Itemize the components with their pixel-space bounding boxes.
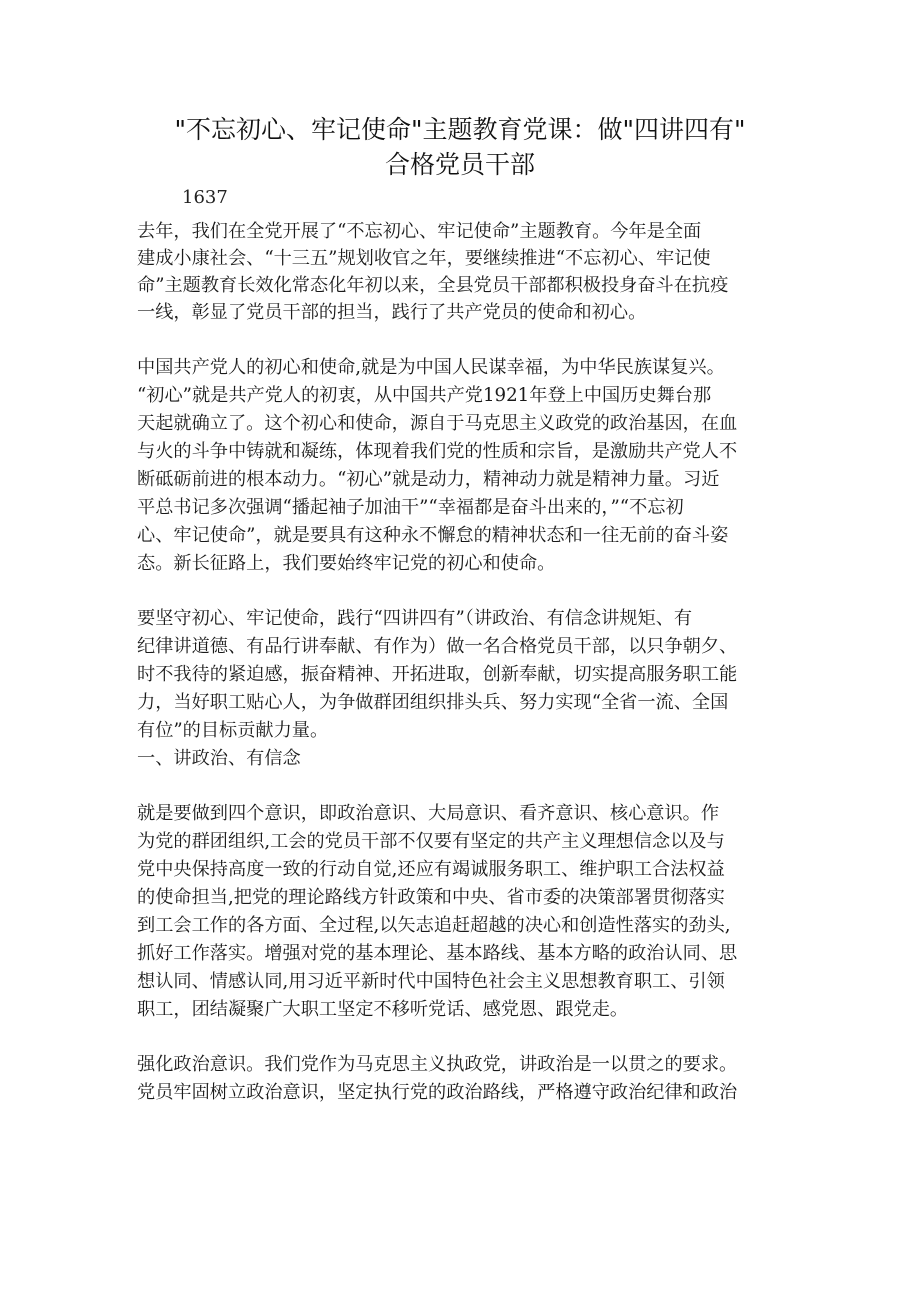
body-line: 为党的群团组织,工会的党员干部不仅要有坚定的共产主义理想信念以及与 bbox=[137, 831, 725, 852]
body-line: 心、牢记使命”，就是要具有这种永不懈怠的精神状态和一往无前的奋斗姿 bbox=[137, 525, 729, 546]
body-line: 党员牢固树立政治意识，坚定执行党的政治路线，严格遵守政治纪律和政治 bbox=[137, 1082, 738, 1103]
body-line: 断砥砺前进的根本动力。“初心”就是动力，精神动力就是精神力量。习近 bbox=[137, 469, 720, 490]
section-heading: 一、讲政治、有信念 bbox=[137, 748, 301, 769]
body-line: 态。新长征路上，我们要始终牢记党的初心和使命。 bbox=[137, 553, 556, 574]
body-line: 有位”的目标贡献力量。 bbox=[137, 720, 329, 741]
body-line: 命”主题教育长效化常态化年初以来，全县党员干部都积极投身奋斗在抗疫 bbox=[137, 275, 729, 296]
body-line: 就是要做到四个意识，即政治意识、大局意识、看齐意识、核心意识。作 bbox=[137, 803, 720, 824]
body-line: 力，当好职工贴心人，为争做群团组织排头兵、努力实现“全省一流、全国 bbox=[137, 692, 729, 713]
view-count: 1637 bbox=[182, 187, 228, 208]
body-line: 去年，我们在全党开展了“不忘初心、牢记使命”主题教育。今年是全面 bbox=[137, 221, 702, 242]
body-line: 职工，团结凝聚广大职工坚定不移听党话、感党恩、跟党走。 bbox=[137, 999, 629, 1020]
body-line: 建成小康社会、“十三五”规划收官之年，要继续推进“不忘初心、牢记使 bbox=[137, 248, 711, 269]
body-line: 强化政治意识。我们党作为马克思主义执政党，讲政治是一以贯之的要求。 bbox=[137, 1054, 738, 1075]
body-line: 的使命担当,把党的理论路线方针政策和中央、省市委的决策部署贯彻落实 bbox=[137, 887, 725, 908]
body-line: 想认同、情感认同,用习近平新时代中国特色社会主义思想教育职工、引领 bbox=[137, 971, 725, 992]
body-line: 到工会工作的各方面、全过程,以矢志追赶超越的决心和创造性落实的劲头, bbox=[137, 915, 731, 936]
body-line: “初心”就是共产党人的初衷，从中国共产党1921年登上中国历史舞台那 bbox=[137, 385, 712, 406]
body-line: 纪律讲道德、有品行讲奉献、有作为）做一名合格党员干部，以只争朝夕、 bbox=[137, 636, 738, 657]
body-line: 时不我待的紧迫感，振奋精神、开拓进取，创新奉献，切实提高服务职工能 bbox=[137, 664, 738, 685]
body-line: 天起就确立了。这个初心和使命，源自于马克思主义政党的政治基因，在血 bbox=[137, 413, 738, 434]
body-line: 要坚守初心、牢记使命，践行“四讲四有”（讲政治、有信念讲规矩、有 bbox=[137, 608, 693, 629]
body-line: 抓好工作落实。增强对党的基本理论、基本路线、基本方略的政治认同、思 bbox=[137, 943, 738, 964]
body-line: 平总书记多次强调“播起袖子加油干”“幸福都是奋斗出来的，”“不忘初 bbox=[137, 497, 684, 518]
body-line: 中国共产党人的初心和使命,就是为中国人民谋幸福，为中华民族谋复兴。 bbox=[137, 357, 725, 378]
body-line: 与火的斗争中铸就和凝练，体现着我们党的性质和宗旨，是激励共产党人不 bbox=[137, 441, 738, 462]
document-title-line-1: "不忘初心、牢记使命"主题教育党课：做"四讲四有" bbox=[174, 115, 746, 144]
body-line: 一线，彰显了党员干部的担当，践行了共产党员的使命和初心。 bbox=[137, 302, 647, 323]
body-line: 党中央保持高度一致的行动自觉,还应有竭诚服务职工、维护职工合法权益 bbox=[137, 859, 725, 880]
document-title-line-2: 合格党员干部 bbox=[384, 150, 535, 179]
